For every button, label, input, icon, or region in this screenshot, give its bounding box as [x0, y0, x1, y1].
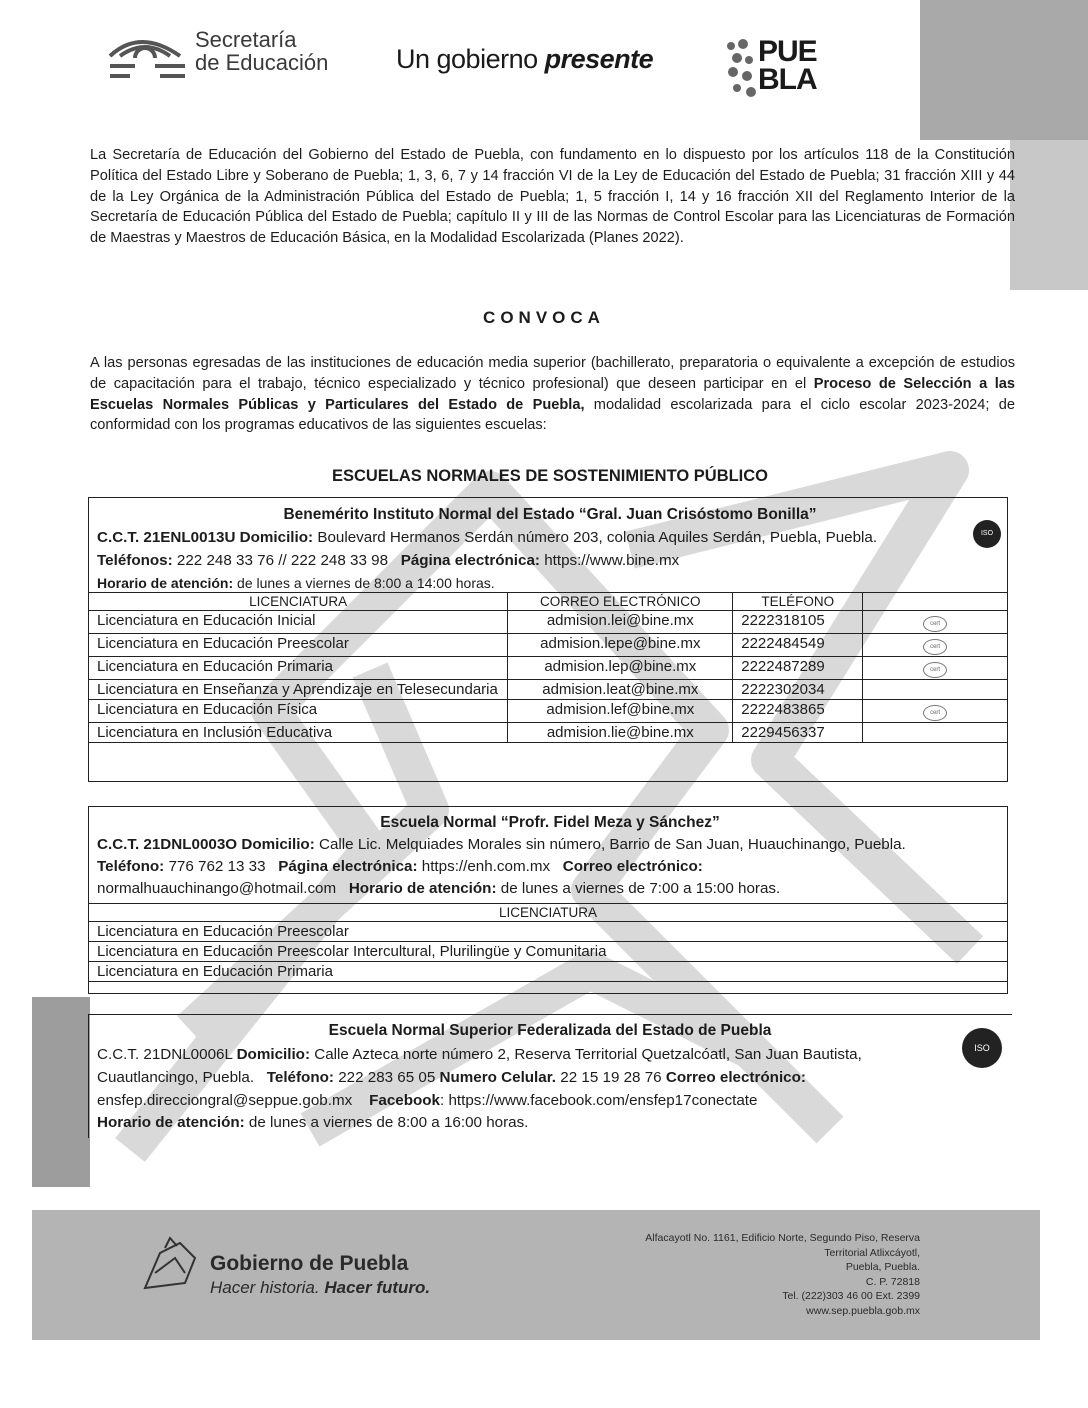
licenciatura-cell: Licenciatura en Enseñanza y Aprendizaje en Telesecundaria	[89, 680, 508, 700]
certification-seal-icon: cert	[923, 639, 947, 655]
convoca-heading: CONVOCA	[483, 308, 605, 327]
email-cell: admision.lepe@bine.mx	[508, 634, 733, 657]
licenciatura-cell: Licenciatura en Educación Preescolar	[89, 922, 1008, 942]
col-licenciatura: LICENCIATURA	[89, 904, 1008, 922]
col-licenciatura: LICENCIATURA	[89, 593, 508, 611]
table-row	[89, 700, 1008, 723]
section-title: ESCUELAS NORMALES DE SOSTENIMIENTO PÚBLICO	[331, 467, 769, 485]
school3-name: Escuela Normal Superior Federalizada del Estado de Puebla	[328, 1022, 772, 1039]
secretaria-logo-text: Secretaría de Educación	[195, 27, 329, 75]
call-paragraph: A las personas egresadas de las instituciones de educación media superior (bachillerato, preparatoria o equivalente a excepción de estudios de capacitación para el trabajo, técnico especializado y técnico profesional) que deseen participar en el Proceso de Selección a las Escuelas Normales Públicas y Particulares del Estado de Puebla, modalidad escolarizada para el ciclo escolar 2023-2024; de conformidad con los programas educativos de las siguientes escuelas:	[90, 355, 1015, 434]
school2-table	[88, 903, 1008, 982]
certification-seal-icon: cert	[923, 662, 947, 678]
school2-address-line: C.C.T. 21DNL0003O Domicilio: Calle Lic. Melquiades Morales sin número, Barrio de San Juan, Huauchinango, Puebla.	[97, 836, 906, 853]
school3-hours-line: Horario de atención: de lunes a viernes de 8:00 a 16:00 horas.	[97, 1114, 529, 1131]
footer-address: Alfacayotl No. 1161, Edificio Norte, Segundo Piso, Reserva Territorial Atlixcáyotl, Puebla, Puebla. C. P. 72818 Tel. (222)303 46 00 Ext. 2399 www.sep.puebla.gob.mx	[645, 1232, 920, 1317]
phone-cell: 2222487289	[733, 657, 863, 680]
school3-address-line: C.C.T. 21DNL0006L Domicilio: Calle Azteca norte número 2, Reserva Territorial Quetzalcóatl, San Juan Bautista,	[97, 1046, 862, 1063]
licenciatura-cell: Licenciatura en Inclusión Educativa	[89, 723, 508, 743]
phone-cell: 2222484549	[733, 634, 863, 657]
phone-cell: 2222302034	[733, 680, 863, 700]
col-telefono: TELÉFONO	[733, 593, 863, 611]
school1-name: Benemérito Instituto Normal del Estado “Gral. Juan Crisóstomo Bonilla”	[283, 506, 817, 523]
certification-seal-icon: cert	[923, 616, 947, 632]
school2-name: Escuela Normal “Profr. Fidel Meza y Sánchez”	[380, 814, 720, 831]
table-row	[89, 657, 1008, 680]
footer-slogan: Hacer historia. Hacer futuro.	[210, 1278, 431, 1297]
licenciatura-cell: Licenciatura en Educación Primaria	[89, 657, 508, 680]
col-correo: CORREO ELECTRÓNICO	[508, 593, 733, 611]
certification-seal-icon: cert	[923, 705, 947, 721]
footer-brand: Gobierno de Puebla	[210, 1252, 409, 1275]
intro-paragraph: La Secretaría de Educación del Gobierno del Estado de Puebla, con fundamento en lo dispuesto por los artículos 118 de la Constitución Política del Estado Libre y Soberano de Puebla; 1, 3, 6, 7 y 14 fracción VI de la Ley de Educación del Estado de Puebla; 31 fracción XIII y 44 de la Ley Orgánica de la Administración Pública del Estado de Puebla; 1, 5 fracción I, 14 y 16 fracción XII del Reglamento Interior de la Secretaría de Educación Pública del Estado de Puebla; capítulo II y III de las Normas de Control Escolar para las Licenciaturas de Formación de Maestras y Maestros de Educación Básica, en la Modalidad Escolarizada (Planes 2022).	[90, 147, 1015, 247]
table-row	[89, 634, 1008, 657]
gobierno-puebla-logo-icon	[135, 1228, 205, 1298]
table-row	[89, 611, 1008, 634]
school1-address-line: C.C.T. 21ENL0013U Domicilio: Boulevard Hermanos Serdán número 203, colonia Aquiles Serdán, Puebla, Puebla.	[97, 529, 878, 546]
school3-contact-line: Cuautlancingo, Puebla. Teléfono: 222 283 65 05 Numero Celular. 22 15 19 28 76 Correo electrónico:	[97, 1069, 806, 1086]
school2-contact-line: Teléfono: 776 762 13 33 Página electrónica: https://enh.com.mx Correo electrónico:	[97, 858, 703, 875]
table-row	[89, 962, 1008, 982]
table-row	[89, 942, 1008, 962]
email-cell: admision.lei@bine.mx	[508, 611, 733, 634]
empty-cell	[863, 723, 1008, 743]
header-side-strip	[1010, 140, 1088, 290]
col-cert	[863, 593, 1008, 611]
licenciatura-cell: Licenciatura en Educación Preescolar Intercultural, Plurilingüe y Comunitaria	[89, 942, 1008, 962]
school1-hours-line: Horario de atención: de lunes a viernes de 8:00 a 14:00 horas.	[97, 575, 495, 591]
school3-web-line: ensfep.direcciongral@seppue.gob.mx Facebook: https://www.facebook.com/ensfep17conectate	[97, 1092, 758, 1109]
table-header-row	[89, 593, 1008, 611]
table-header-row	[89, 904, 1008, 922]
iso-seal-icon: ISO	[973, 520, 1001, 548]
email-cell: admision.leat@bine.mx	[508, 680, 733, 700]
email-cell: admision.lef@bine.mx	[508, 700, 733, 723]
licenciatura-cell: Licenciatura en Educación Inicial	[89, 611, 508, 634]
empty-cell	[863, 680, 1008, 700]
school2-email-hours-line: normalhuauchinango@hotmail.com Horario de atención: de lunes a viernes de 7:00 a 15:00 horas.	[97, 880, 781, 897]
school1-contact-line: Teléfonos: 222 248 33 76 // 222 248 33 98 Página electrónica: https://www.bine.mx	[97, 552, 680, 569]
phone-cell: 2222483865	[733, 700, 863, 723]
licenciatura-cell: Licenciatura en Educación Física	[89, 700, 508, 723]
phone-cell: 2229456337	[733, 723, 863, 743]
phone-cell: 2222318105	[733, 611, 863, 634]
iso-seal-icon: ISO	[962, 1028, 1002, 1068]
email-cell: admision.lie@bine.mx	[508, 723, 733, 743]
table-row	[89, 680, 1008, 700]
table-row	[89, 922, 1008, 942]
school1-table	[88, 592, 1008, 743]
puebla-logo-text: PUE BLA	[758, 35, 817, 96]
licenciatura-cell: Licenciatura en Educación Preescolar	[89, 634, 508, 657]
licenciatura-cell: Licenciatura en Educación Primaria	[89, 962, 1008, 982]
table-row	[89, 723, 1008, 743]
header-gray-block	[920, 0, 1088, 140]
government-slogan: Un gobierno presente	[396, 44, 654, 74]
email-cell: admision.lep@bine.mx	[508, 657, 733, 680]
